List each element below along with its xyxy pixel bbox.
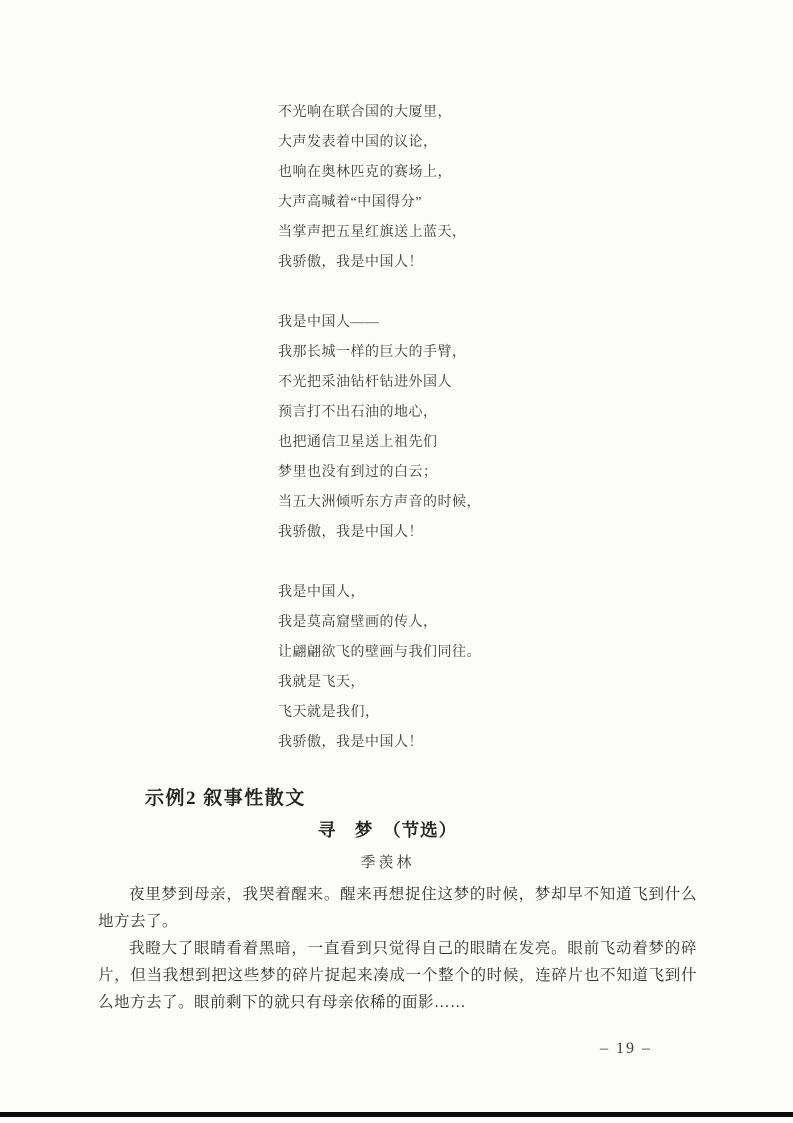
poem-line: 大声发表着中国的议论， [278, 135, 438, 150]
poem [278, 98, 481, 788]
poem-line: 飞天就是我们， [278, 705, 380, 720]
poem-stanza-3 [278, 578, 481, 758]
page-number: – 19 – [600, 1040, 652, 1057]
poem-line: 我就是飞天， [278, 675, 365, 690]
poem-line: 也把通信卫星送上祖先们 [278, 435, 438, 450]
poem-line: 当掌声把五星红旗送上蓝天， [278, 225, 467, 240]
poem-line: 大声高喊着“中国得分” [278, 195, 422, 210]
poem-line: 我骄傲，我是中国人！ [278, 735, 423, 750]
section-heading: 示例2 叙事性散文 [145, 788, 306, 809]
body-paragraph: 夜里梦到母亲，我哭着醒来。醒来再想捉住这梦的时候，梦却早不知道飞到什么地方去了。 [98, 886, 697, 930]
poem-line: 预言打不出石油的地心， [278, 405, 438, 420]
poem-line: 我那长城一样的巨大的手臂， [278, 345, 467, 360]
poem-stanza-1 [278, 98, 481, 278]
poem-line: 我骄傲，我是中国人！ [278, 525, 423, 540]
poem-line: 梦里也没有到过的白云； [278, 465, 438, 480]
body-paragraph: 我瞪大了眼睛看着黑暗，一直看到只觉得自己的眼睛在发亮。眼前飞动着梦的碎片，但当我想到把这些梦的碎片捉起来凑成一个整个的时候，连碎片也不知道飞到什么地方去了。眼前剩下的就只有母亲依稀的面影…… [98, 940, 697, 1011]
poem-stanza-2 [278, 308, 481, 548]
essay-title: 寻 梦 （节选） [317, 820, 458, 840]
poem-line: 不光把采油钻杆钻进外国人 [278, 375, 452, 390]
poem-line: 我是中国人—— [278, 315, 380, 330]
poem-line: 我骄傲，我是中国人！ [278, 255, 423, 270]
essay-body [98, 881, 697, 1016]
scan-edge-bar [0, 1112, 793, 1117]
poem-line: 我是中国人， [278, 585, 365, 600]
poem-line: 当五大洲倾听东方声音的时候， [278, 495, 481, 510]
essay-author: 季羡林 [360, 855, 415, 871]
poem-line: 我是莫高窟壁画的传人， [278, 615, 438, 630]
poem-line: 不光响在联合国的大厦里， [278, 105, 452, 120]
poem-line: 让翩翩欲飞的壁画与我们同往。 [278, 645, 481, 660]
poem-line: 也响在奥林匹克的赛场上， [278, 165, 452, 180]
